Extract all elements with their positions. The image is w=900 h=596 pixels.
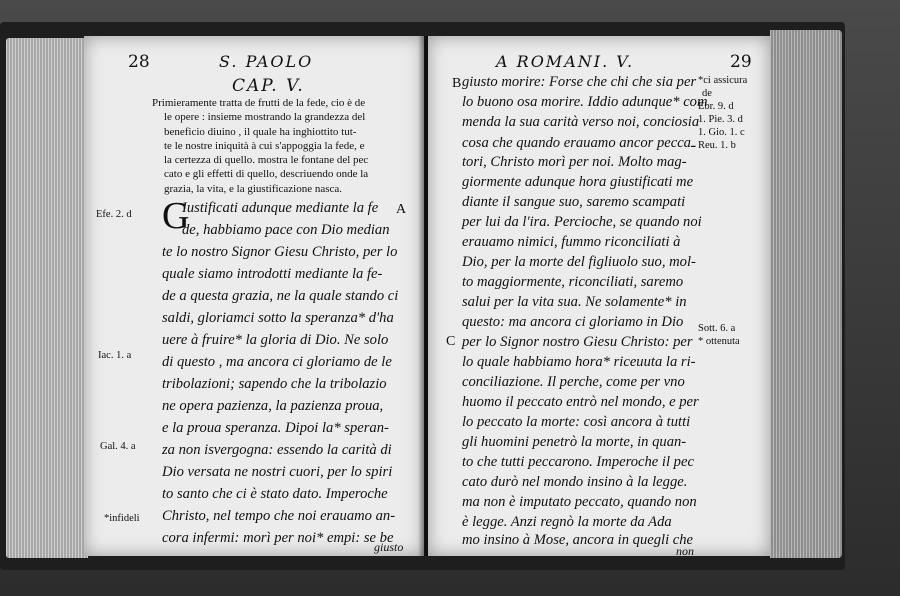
drop-cap: G [162, 195, 190, 237]
margin-note-block [698, 322, 740, 348]
text-line: cora infermi: morì per noi* empi: se be [162, 530, 394, 546]
margin-note: 1. Pie. 3. d [698, 114, 743, 125]
summary-line: beneficio diuino , il quale ha inghiottito tut- [164, 125, 357, 138]
margin-note: *infideli [104, 513, 140, 524]
text-line: to maggiormente, riconciliati, saremo [462, 274, 684, 290]
section-letter: C [446, 334, 456, 349]
margin-note: de [702, 88, 712, 99]
chapter-summary [152, 96, 368, 196]
text-line: uere à fruire* la gloria di Dio. Ne solo [162, 332, 389, 348]
margin-note: Sott. 6. a [698, 323, 736, 334]
catchword: non [676, 544, 694, 558]
text-line: gli huomini penetrò la morte, in quan- [462, 434, 687, 450]
page-number: 28 [128, 52, 150, 72]
text-line: erauamo nimici, fummo riconciliati à [462, 234, 681, 250]
margin-note: * ottenuta [698, 336, 740, 347]
text-line: ma non è imputato peccato, quando non [462, 494, 697, 510]
right-page-edges [770, 30, 842, 558]
text-line: giormente adunque hora giustificati me [462, 174, 694, 190]
right-page [428, 36, 770, 556]
text-line: Dio versata ne nostri cuori, per lo spiri [162, 464, 393, 480]
text-line: de, habbiamo pace con Dio median [182, 222, 390, 238]
text-line: Dio, per la morte del figliuolo suo, mol- [462, 254, 696, 270]
margin-note: Reu. 1. b [698, 140, 736, 151]
text-line: cato durò nel mondo insino à la legge. [462, 474, 688, 490]
text-line: menda la sua carità verso noi, conciosia [462, 114, 700, 130]
chapter-heading: CAP. V. [232, 76, 305, 96]
catchword: giusto [374, 540, 404, 554]
margin-note-block [698, 74, 747, 152]
left-page [84, 36, 424, 556]
margin-note: Efe. 2. d [96, 209, 132, 220]
running-head: S. PAOLO [219, 52, 314, 71]
text-line: tribolazioni; sapendo che la tribolazio [162, 376, 387, 392]
summary-line: Primieramente tratta de frutti de la fede, cio è de [152, 97, 366, 109]
text-line: per lo Signor nostro Giesu Christo: per [462, 334, 693, 350]
margin-note: Ebr. 9. d [698, 101, 734, 112]
text-line: huomo il peccato entrò nel mondo, e per [462, 394, 699, 410]
text-line: de a questa grazia, ne la quale stando ci [162, 288, 399, 304]
margin-note: 1. Gio. 1. c [698, 127, 745, 138]
summary-line: cato e gli effetti di quello, descriuendo onde la [164, 168, 369, 181]
text-line: te lo nostro Signor Giesu Christo, per lo [162, 244, 398, 260]
running-head: A ROMANI. V. [496, 52, 635, 71]
text-line: lo buono osa morire. Iddio adunque* com [462, 94, 708, 110]
text-line: quale siamo introdotti mediante la fe- [162, 266, 383, 282]
text-line: questo: ma ancora ci gloriamo in Dio [462, 314, 684, 330]
text-line: to santo che ci è stato dato. Imperoche [162, 486, 388, 502]
text-line: lo quale habbiamo hora* riceuuta la ri- [462, 354, 696, 370]
text-line: è legge. Anzi regnò la morte da Ada [462, 514, 672, 530]
summary-line: te le nostre iniquità à cui s'appoggia la fede, e [164, 139, 365, 152]
section-letter: B [452, 76, 462, 91]
summary-line: le opere : insieme mostrando la grandezza del [164, 111, 366, 124]
text-line: cosa che quando erauamo ancor peccaـ [462, 135, 696, 151]
margin-note: Gal. 4. a [100, 441, 136, 452]
margin-note: *ci assicura [698, 75, 748, 86]
text-line: Christo, nel tempo che noi erauamo an- [162, 508, 396, 524]
section-letter: A [396, 202, 407, 217]
text-line: Iustificati adunque mediante la fe [182, 200, 379, 216]
text-line: conciliazione. Il perche, come per vno [462, 374, 685, 390]
text-line: ne opera pazienza, la pazienza proua, [162, 398, 384, 414]
text-line: di questo , ma ancora ci gloriamo de le [162, 354, 392, 370]
text-line: saldi, gloriamci sotto la speranza* d'ha [162, 310, 394, 326]
margin-note: Iac. 1. a [98, 350, 132, 361]
text-line: salui per la vita sua. Ne solamente* in [462, 294, 687, 310]
text-line: diante il sangue suo, saremo scampati [462, 194, 686, 210]
text-line: per lui da l'ira. Percioche, se quando noi [462, 214, 702, 230]
page-number: 29 [730, 52, 752, 72]
text-line: to che tutti peccarono. Imperoche il pec [462, 454, 694, 470]
text-line: lo peccato la morte: così ancora à tutti [462, 414, 691, 430]
text-line: za non isvergogna: essendo la carità di [162, 442, 392, 458]
text-line: e la proua speranza. Dipoi la* speran- [162, 420, 389, 436]
text-line: tori, Christo morì per noi. Molto mag- [462, 154, 687, 170]
left-page-edges [6, 38, 88, 558]
text-line: mo insino à Mose, ancora in quegli che [462, 532, 694, 548]
summary-line: grazia, la vita, e la giustificazione nasca. [164, 182, 343, 195]
summary-line: la certezza di quello. mostra le fontane del pec [164, 154, 369, 167]
text-line: giusto morire: Forse che chi che sia per [462, 74, 697, 90]
